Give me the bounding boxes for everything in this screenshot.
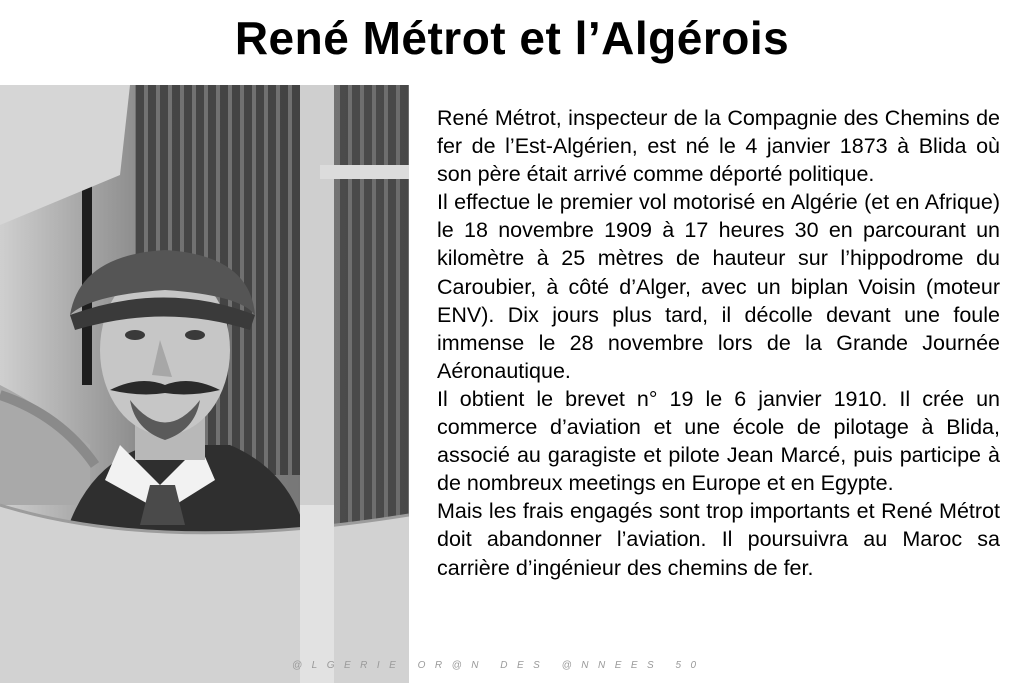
paragraph: Il effectue le premier vol motorisé en Algérie (et en Afrique) le 18 novembre 1909 à 17 heures 30 en parcourant un kilomètre à 25 mètres de hauteur sur l’hippodrome du Caroubier, à côté d’Alger, avec un biplan Voisin (moteur ENV). Dix jours plus tard, il décolle devant une foule immense le 28 novembre lors de la Grande Journée Aéronautique. <box>437 190 1000 383</box>
paragraph: Il obtient le brevet n° 19 le 6 janvier 1910. Il crée un commerce d’aviation et une école de pilotage à Blida, associé au garagiste et pilote Jean Marcé, puis participe à de nombreux meetings en Europe et en Egypte. <box>437 386 1000 496</box>
biography-text <box>437 104 1000 582</box>
paragraph: Mais les frais engagés sont trop importants et René Métrot doit abandonner l’aviation. Il poursuivra au Maroc sa carrière d’ingénieur des chemins de fer. <box>437 499 1000 580</box>
portrait-photo-illustration <box>0 85 409 683</box>
watermark-text: @LGERIE OR@N DES @NNEES 50 <box>292 660 706 671</box>
page-title: René Métrot et l’Algérois <box>234 12 790 64</box>
portrait-photo <box>0 85 409 683</box>
paragraph: René Métrot, inspecteur de la Compagnie des Chemins de fer de l’Est-Algérien, est né le 4 janvier 1873 à Blida où son père était arrivé comme déporté politique. <box>437 106 1000 187</box>
